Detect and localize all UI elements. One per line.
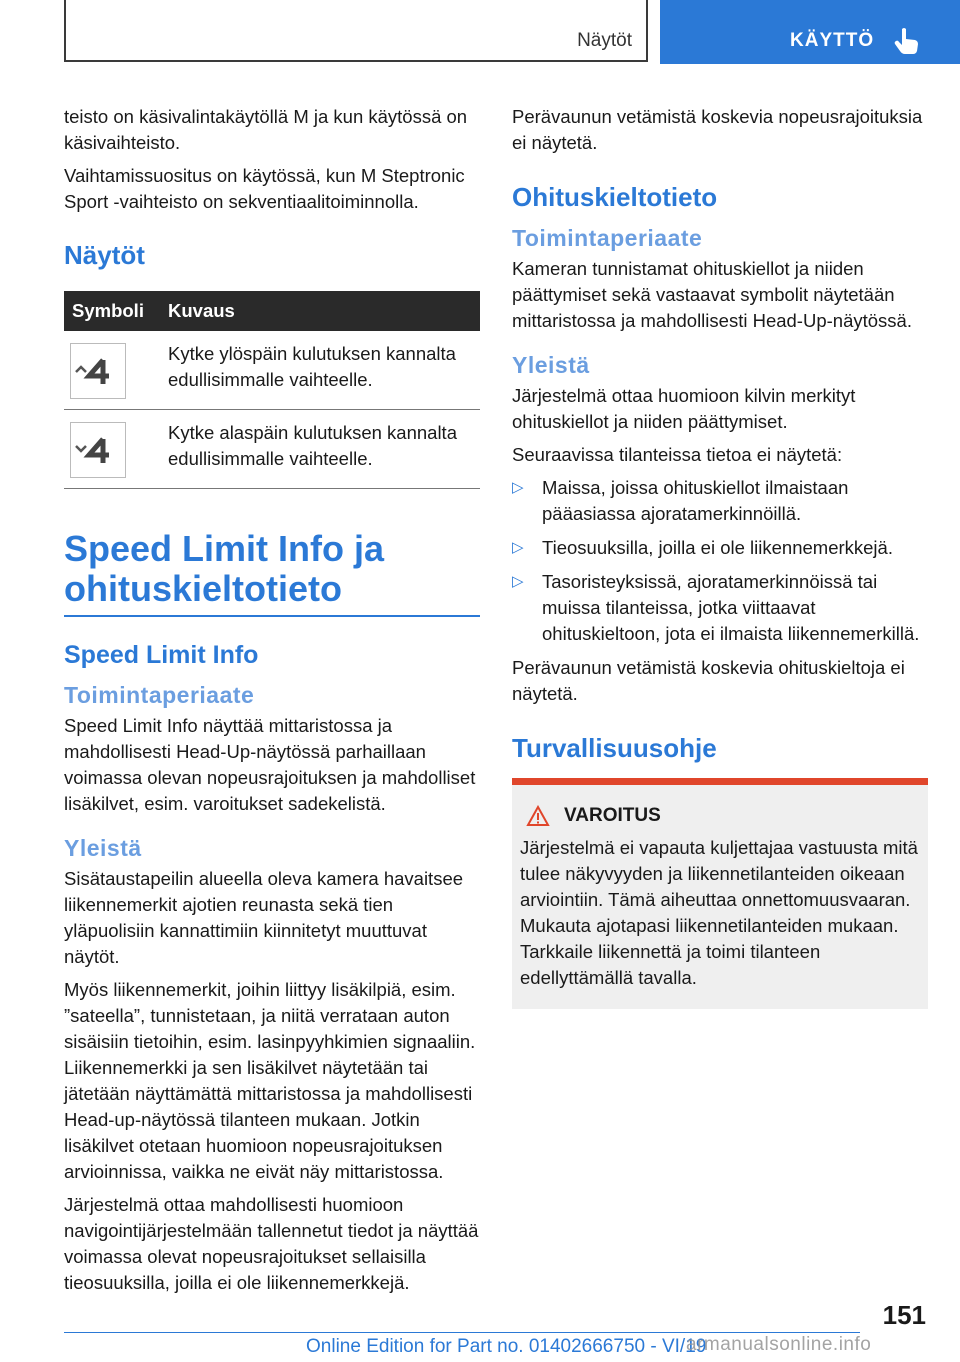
symbol-table	[64, 291, 480, 489]
principle-heading: Toimintaperiaate	[512, 225, 703, 251]
list-item: ▷ Tieosuuksilla, joilla ei ole liikennemerkkejä.	[512, 535, 928, 561]
col-desc-header: Kuvaus	[160, 291, 480, 331]
general-heading: Yleistä	[512, 352, 590, 378]
right-column	[512, 104, 928, 1009]
bullet-triangle-icon: ▷	[512, 539, 524, 556]
bullet-list	[512, 475, 928, 647]
displays-heading: Näytöt	[64, 240, 145, 270]
safety-heading: Turvallisuusohje	[512, 733, 717, 763]
sli-principle-heading: Toimintaperiaate	[64, 682, 255, 708]
warning-box	[512, 778, 928, 1009]
footer-edition: Online Edition for Part no. 01402666750 - VI/19	[306, 1336, 707, 1357]
left-column	[64, 104, 480, 1303]
sli-general-paragraph-3: Järjestelmä ottaa mahdollisesti huomioon navigointijärjestelmään tallennetut tiedot ja näyttää voimassa olevat nopeusrajoitukset sellaisilla tieosuuksilla, joilla ei ole liikennemerkkejä.	[64, 1194, 479, 1293]
bullet-triangle-icon: ▷	[512, 573, 524, 590]
table-cell-desc: Kytke ylöspäin kulutuksen kannalta edullisimmalle vaihteelle.	[160, 331, 480, 410]
page-number: 151	[882, 1300, 926, 1330]
sli-general-paragraph-1: Sisätaustapeilin alueella oleva kamera havaitsee liikennemerkit ajotien reunasta sekä tien yläpuolisiin kannattimiin kiinnitetyt muuttuvat näytöt.	[64, 868, 464, 967]
principle-paragraph: Kameran tunnistamat ohituskiellot ja niiden päättymiset sekä vastaavat symbolit näytetään mittaristossa ja mahdollisesti Head‑Up‑näytössä.	[512, 258, 912, 331]
sli-principle-paragraph: Speed Limit Info näyttää mittaristossa ja mahdollisesti Head‑Up‑näytössä parhaillaan voimassa olevan nopeusrajoituksen ja mahdolliset lisäkilvet, esim. varoitukset sadekelistä.	[64, 715, 476, 814]
header-section-title: Näytöt	[577, 30, 632, 51]
list-item: ▷ Maissa, joissa ohituskiellot ilmaistaan pääasiassa ajoratamerkinnöillä.	[512, 477, 849, 524]
watermark: armanualsonline.info	[686, 1334, 872, 1355]
general-paragraph-1: Järjestelmä ottaa huomioon kilvin merkityt ohituskiellot ja niiden päättymiset.	[512, 385, 856, 432]
shift-down-4-icon	[70, 422, 126, 478]
general-paragraph-3: Perävaunun vetämistä koskevia ohituskieltoja ei näytetä.	[512, 657, 905, 704]
shift-up-4-icon	[70, 343, 126, 399]
table-row	[64, 331, 480, 410]
general-paragraph-2: Seuraavissa tilanteissa tietoa ei näytetä:	[512, 444, 843, 465]
header-chapter-tab	[660, 0, 960, 64]
right-intro-paragraph: Perävaunun vetämistä koskevia nopeusrajoituksia ei näytetä.	[512, 106, 923, 153]
footer-divider	[64, 1332, 860, 1333]
warning-text: Järjestelmä ei vapauta kuljettajaa vastuusta mitä tulee näkyvyyden ja liikennetilanteiden oikeaan arviointiin. Tämä aiheuttaa onnettomuusvaaran. Mukauta ajotapasi liikennetilanteiden mukaan. Tarkkaile liikennettä ja toimi tilanteen edellyttämällä tavalla.	[520, 837, 918, 988]
warning-triangle-icon	[526, 805, 550, 827]
no-pass-heading: Ohituskieltotieto	[512, 182, 718, 212]
table-row	[64, 410, 480, 489]
hand-pointer-icon	[893, 26, 923, 56]
table-cell-desc: Kytke alaspäin kulutuksen kannalta edullisimmalle vaihteelle.	[160, 410, 480, 489]
intro-paragraph-2: Vaihtamissuositus on käytössä, kun M Steptronic Sport ‑vaihteisto on sekventiaalitoiminnolla.	[64, 165, 465, 212]
sli-general-heading: Yleistä	[64, 835, 142, 861]
main-heading: Speed Limit Info ja ohituskieltotieto	[64, 529, 480, 617]
list-item: ▷ Tasoristeyksissä, ajoratamerkinnöissä tai muissa tilanteissa, jotka viittaavat ohituskieltoon, jota ei ilmaista liikennemerkillä.	[512, 571, 920, 644]
header-chapter-title: KÄYTTÖ	[790, 30, 875, 51]
intro-paragraph-1: teisto on käsivalintakäytöllä M ja kun käytössä on käsivaihteisto.	[64, 106, 468, 153]
warning-title: VAROITUS	[564, 805, 661, 826]
sli-heading: Speed Limit Info	[64, 641, 259, 669]
bullet-triangle-icon: ▷	[512, 479, 524, 496]
sli-general-paragraph-2: Myös liikennemerkit, joihin liittyy lisäkilpiä, esim. ”sateella”, tunnistetaan, ja niitä verrataan auton sisäisiin tietoihin, esim. lasinpyyhkimien signaaliin. Liikennemerkki ja sen lisäkilvet näytetään tai jätetään näyttämättä mittaristossa ja mahdollisesti Head‑up‑näytössä tilanteen mukaan. Jotkin lisäkilvet otetaan huomioon nopeusrajoituksen arvioinnissa, vaikka ne eivät näy mittaristossa.	[64, 979, 476, 1182]
header-section-box	[64, 0, 648, 62]
col-symbol-header: Symboli	[64, 291, 160, 331]
